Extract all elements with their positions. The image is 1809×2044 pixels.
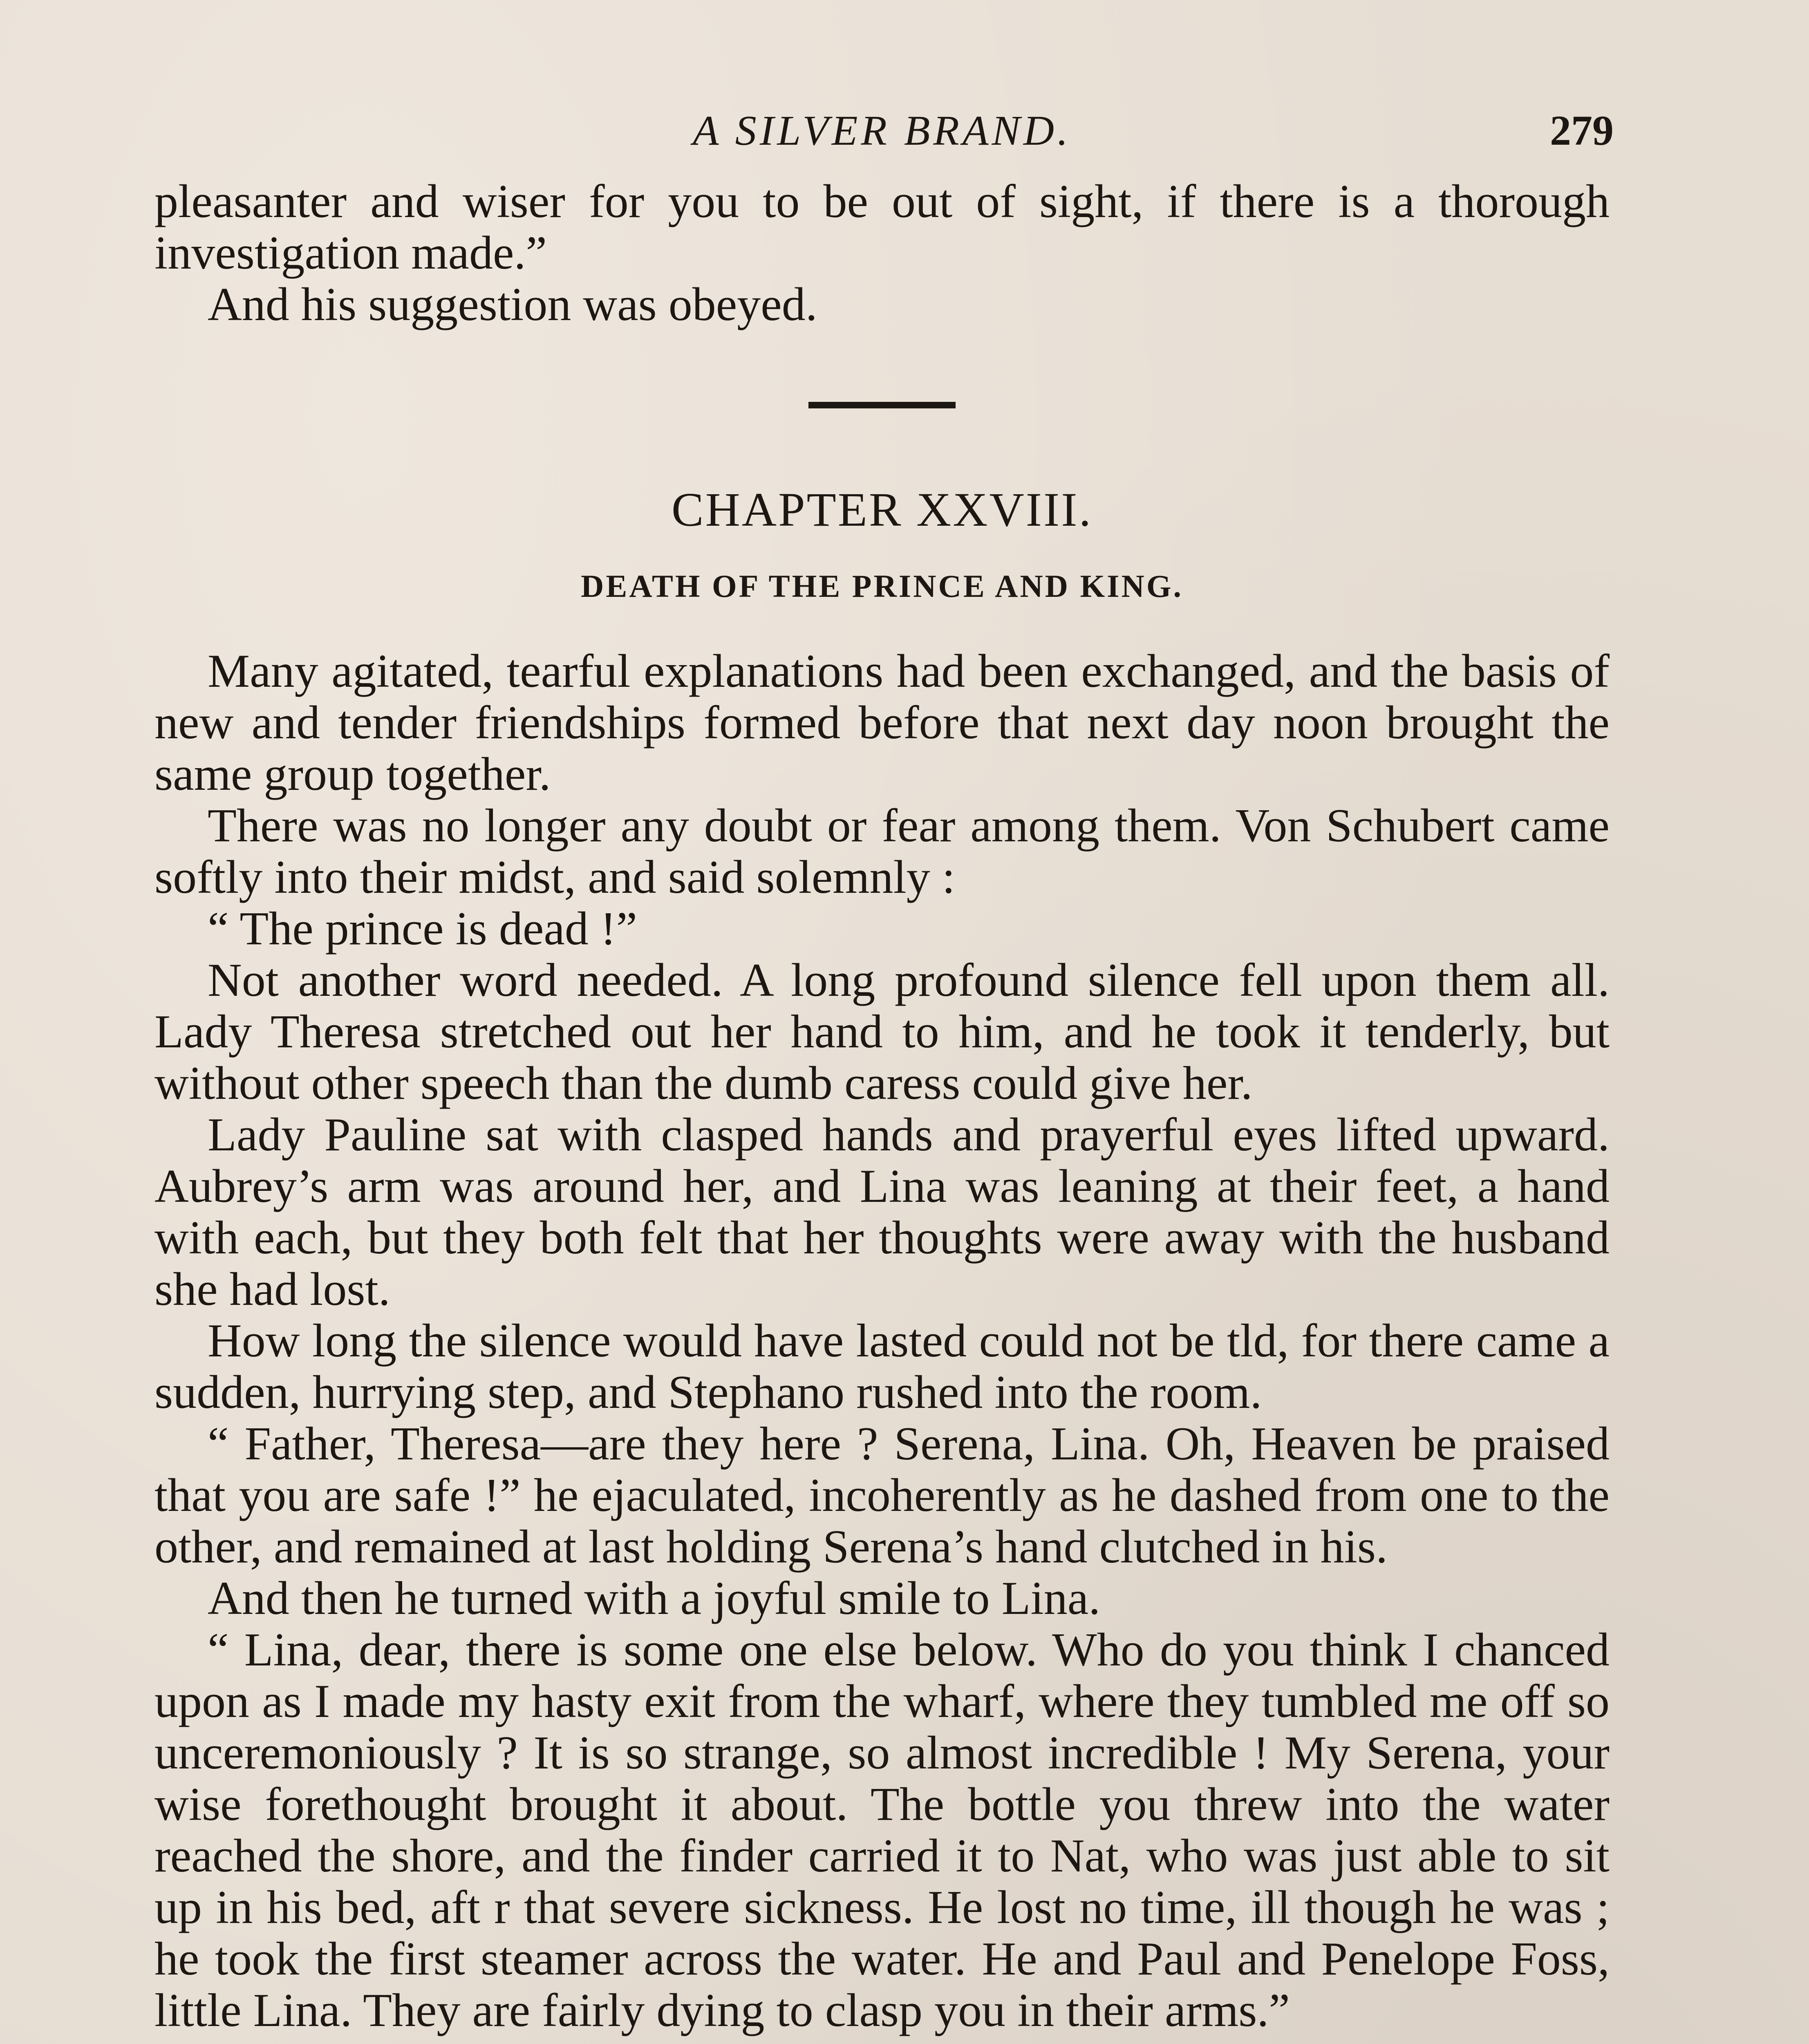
section-divider [808, 402, 956, 408]
paragraph: “ Father, Theresa—are they here ? Serena, Lina. Oh, Heaven be praised that you are safe !” he ejaculated, incoherently as he dashed from one to the other, and remained at last holding Serena’s hand clutched in his. [154, 1418, 1610, 1573]
paragraph: And then he turned with a joyful smile to Lina. [208, 1572, 1101, 1625]
paragraph: There was no longer any doubt or fear among them. Von Schubert came softly into their midst, and said solemnly : [154, 800, 1610, 903]
opening-text [154, 176, 1610, 330]
book-page [154, 94, 1614, 2044]
paragraph: Not another word needed. A long profound silence fell upon them all. Lady Theresa stretched out her hand to him, and he took it tenderly, but without other speech than the dumb caress could give her. [154, 954, 1610, 1109]
chapter-text [154, 645, 1610, 2036]
chapter-subtitle: DEATH OF THE PRINCE AND KING. [580, 568, 1184, 604]
paragraph: And his suggestion was obeyed. [208, 278, 817, 331]
paragraph: Many agitated, tearful explanations had been exchanged, and the basis of new and tender friendships formed before that next day noon brought the same group together. [154, 645, 1610, 800]
paragraph: pleasanter and wiser for you to be out of sight, if there is a thorough investigation made.” [154, 175, 1610, 279]
paragraph: “ Lina, dear, there is some one else below. Who do you think I chanced upon as I made my hasty exit from the wharf, where they tumbled me off so unceremoniously ? It is so strange, so almost incredible ! My Serena, your wise forethought brought it about. The bottle you threw into the water reached the shore, and the finder carried it to Nat, who was just able to sit up in his bed, aft r that severe sickness. He lost no time, ill though he was ; he took the first steamer across the water. He and Paul and Penelope Foss, little Lina. They are fairly dying to clasp you in their arms.” [154, 1624, 1610, 2037]
running-title: A SILVER BRAND. [693, 107, 1071, 154]
paragraph: “ The prince is dead !” [208, 903, 638, 955]
running-head [154, 94, 1614, 176]
page-number: 279 [1550, 107, 1614, 154]
chapter-heading: CHAPTER XXVIII. [671, 483, 1093, 536]
paragraph: Lady Pauline sat with clasped hands and prayerful eyes lifted upward. Aubrey’s arm was around her, and Lina was leaning at their feet, a hand with each, but they both felt that her thoughts were away with the husband she had lost. [154, 1109, 1610, 1316]
paragraph: How long the silence would have lasted could not be tld, for there came a sudden, hurrying step, and Stephano rushed into the room. [154, 1315, 1610, 1419]
